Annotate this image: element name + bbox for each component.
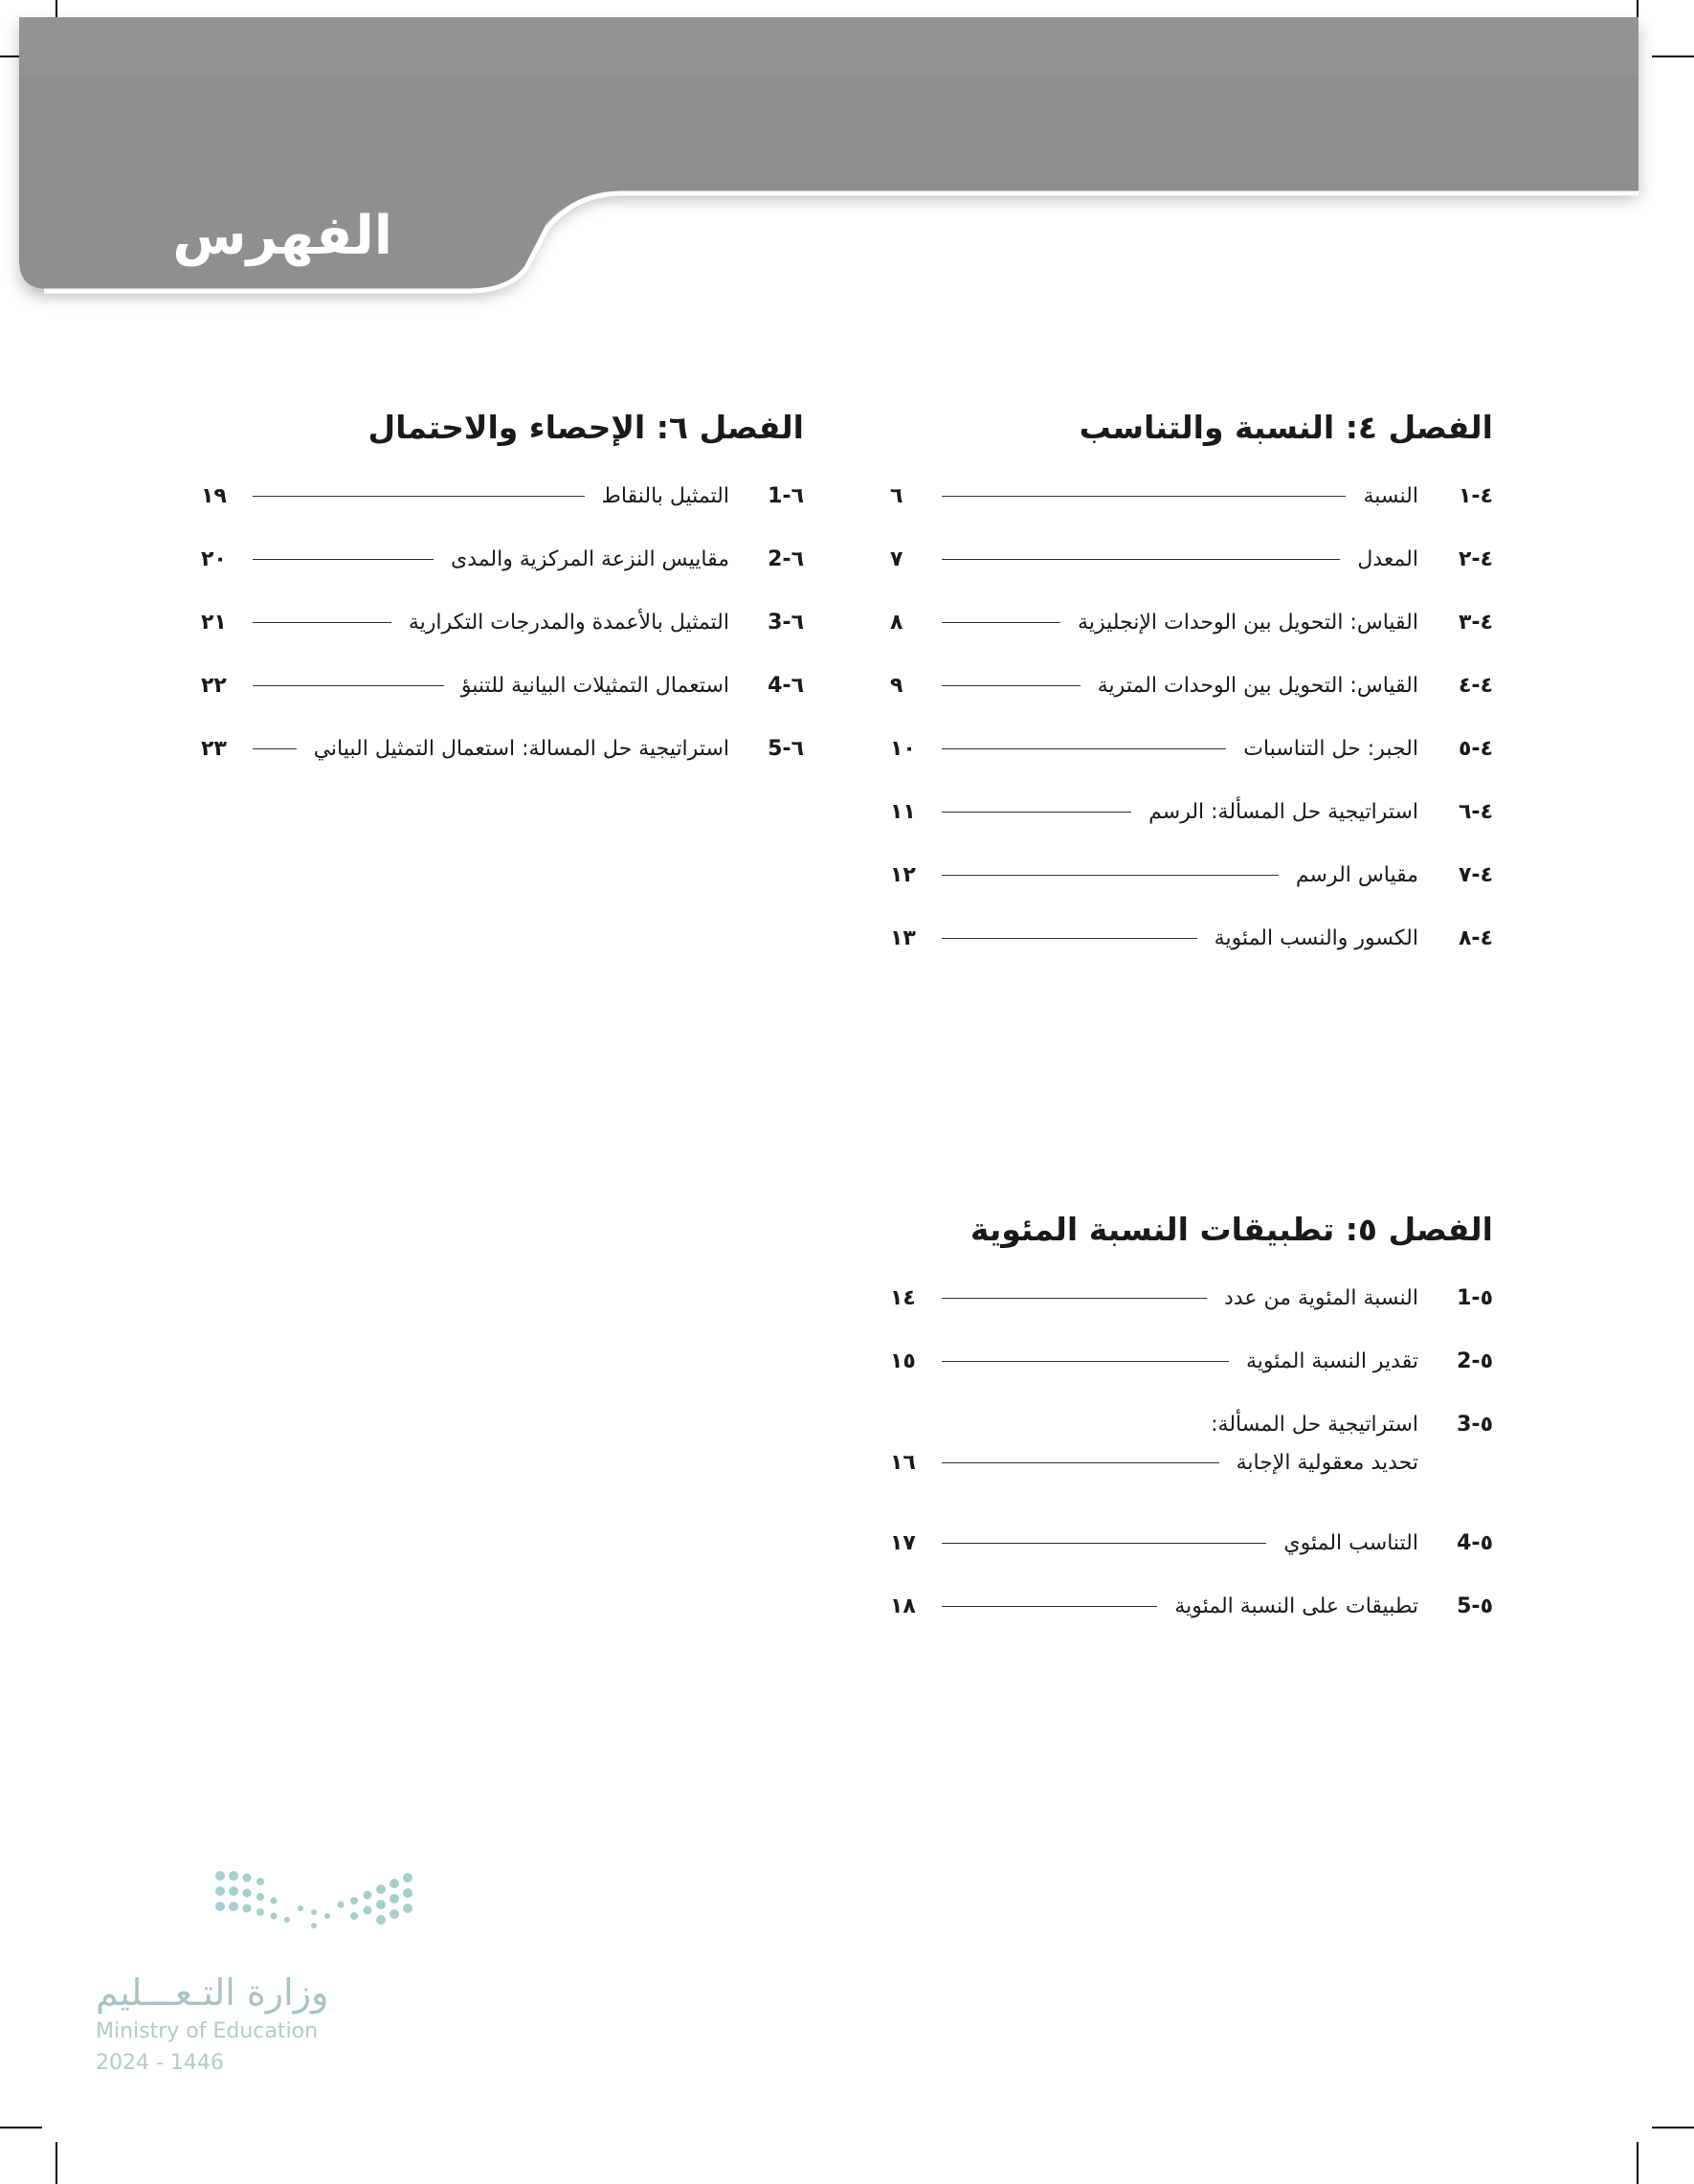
chapter-title: الفصل ٤: النسبة والتناسب: [1079, 409, 1493, 446]
lesson-number: ٥-4: [1457, 1531, 1493, 1555]
lesson-number: ٤-٦: [1458, 800, 1493, 824]
lesson-number: ٥-2: [1457, 1349, 1493, 1373]
page-number: ١٣: [890, 926, 916, 950]
toc-entry[interactable]: [890, 1529, 1493, 1593]
leader-line: [942, 1462, 1219, 1463]
page-number: ٢١: [201, 611, 227, 635]
lesson-title: استعمال التمثيلات البيانية للتنبؤ: [460, 674, 729, 698]
toc-entry[interactable]: [890, 482, 1493, 546]
toc-entry[interactable]: [890, 861, 1493, 925]
toc-entry[interactable]: [201, 482, 804, 546]
lesson-title: القياس: التحويل بين الوحدات الإنجليزية: [1078, 611, 1418, 635]
crop-mark: [56, 2142, 57, 2184]
lesson-title: مقياس الرسم: [1295, 863, 1418, 887]
page-number: ٨: [890, 611, 903, 635]
lesson-title: النسبة المئوية من عدد: [1224, 1286, 1418, 1310]
lesson-title: الجبر: حل التناسبات: [1243, 737, 1418, 761]
leader-line: [942, 496, 1346, 497]
toc-entry[interactable]: [890, 798, 1493, 861]
lesson-subtitle: تحديد معقولية الإجابة: [1236, 1451, 1418, 1475]
leader-line: [942, 1361, 1229, 1362]
header-banner: [0, 0, 1694, 325]
toc-entry[interactable]: [890, 672, 1493, 735]
page-title: الفهرس: [172, 205, 392, 267]
lesson-number: ٤-١: [1458, 484, 1493, 508]
leader-line: [942, 812, 1131, 813]
chapter-4-section: [890, 404, 1493, 988]
leader-line: [942, 748, 1226, 749]
leader-line: [942, 1298, 1207, 1299]
lesson-title: المعدل: [1357, 547, 1418, 571]
crop-mark: [1652, 2127, 1694, 2128]
toc-list: [890, 482, 1493, 988]
page-number: ٧: [890, 547, 903, 571]
lesson-title: استراتيجية حل المسالة: استعمال التمثيل البياني: [313, 737, 729, 761]
lesson-number: ٤-٣: [1458, 611, 1493, 635]
page-number: ١٧: [890, 1531, 916, 1555]
toc-entry[interactable]: [890, 735, 1493, 798]
leader-line: [253, 748, 297, 749]
lesson-number: ٥-1: [1457, 1286, 1493, 1310]
logo-dots-icon: [211, 1866, 440, 1943]
page-number: ١٥: [890, 1349, 916, 1373]
lesson-number: ٥-5: [1457, 1594, 1493, 1618]
page-number: ٢٣: [201, 737, 227, 761]
lesson-number: ٦-5: [768, 737, 804, 761]
toc-entry[interactable]: [201, 546, 804, 609]
leader-line: [942, 622, 1060, 623]
logo-arabic-text: وزارة التـعـــليم: [96, 1972, 329, 2014]
lesson-number: ٤-٤: [1458, 674, 1493, 698]
lesson-number: ٤-٥: [1458, 737, 1493, 761]
page-number: ٢٠: [201, 547, 227, 571]
leader-line: [942, 685, 1081, 686]
page-number: ٩: [890, 674, 903, 698]
leader-line: [253, 622, 391, 623]
lesson-title: استراتيجية حل المسألة: الرسم: [1148, 800, 1418, 824]
toc-entry[interactable]: [201, 735, 804, 798]
logo-english-text: Ministry of Education: [96, 2019, 319, 2043]
page-number: ٦: [890, 484, 903, 508]
lesson-title: القياس: التحويل بين الوحدات المترية: [1097, 674, 1418, 698]
lesson-title: استراتيجية حل المسألة:: [1211, 1413, 1418, 1437]
toc-entry[interactable]: [201, 672, 804, 735]
leader-line: [253, 496, 585, 497]
toc-entry[interactable]: [890, 925, 1493, 988]
lesson-title: النسبة: [1363, 484, 1418, 508]
page-number: ١١: [890, 800, 916, 824]
crop-mark: [1637, 2142, 1638, 2184]
lesson-number: ٤-٧: [1458, 863, 1493, 887]
leader-line: [942, 1543, 1266, 1544]
page-number: ١٦: [890, 1451, 916, 1475]
lesson-number: ٦-2: [768, 547, 804, 571]
toc-entry-line: [890, 1449, 1493, 1487]
page-number: ١٩: [201, 484, 227, 508]
leader-line: [253, 685, 444, 686]
leader-line: [942, 938, 1197, 939]
lesson-title: تطبيقات على النسبة المئوية: [1174, 1594, 1418, 1618]
chapter-title: الفصل ٥: تطبيقات النسبة المئوية: [970, 1211, 1493, 1248]
logo-year-text: 2024 - 1446: [96, 2051, 224, 2075]
toc-entry[interactable]: [890, 546, 1493, 609]
chapter-5-section: [890, 1206, 1493, 1656]
toc-entry[interactable]: [890, 1411, 1493, 1529]
lesson-number: ٦-3: [768, 611, 804, 635]
toc-entry[interactable]: [890, 1348, 1493, 1411]
leader-line: [942, 875, 1279, 876]
lesson-number: ٥-3: [1457, 1413, 1493, 1437]
toc-entry[interactable]: [890, 1284, 1493, 1348]
page-number: ١٨: [890, 1594, 916, 1618]
lesson-number: ٦-4: [768, 674, 804, 698]
page-number: ١٢: [890, 863, 916, 887]
leader-line: [942, 559, 1340, 560]
toc-entry[interactable]: [890, 1593, 1493, 1656]
lesson-title: تقدير النسبة المئوية: [1245, 1349, 1418, 1373]
toc-list: [890, 1284, 1493, 1656]
lesson-title: مقاييس النزعة المركزية والمدى: [450, 547, 729, 571]
toc-entry[interactable]: [201, 609, 804, 672]
lesson-title: التمثيل بالأعمدة والمدرجات التكرارية: [408, 611, 729, 635]
lesson-number: ٦-1: [768, 484, 804, 508]
leader-line: [253, 559, 434, 560]
page-number: ١٤: [890, 1286, 916, 1310]
lesson-number: ٤-٢: [1458, 547, 1493, 571]
page-number: ٢٢: [201, 674, 227, 698]
leader-line: [942, 1606, 1157, 1607]
page-number: ١٠: [890, 737, 916, 761]
toc-entry[interactable]: [890, 609, 1493, 672]
chapter-6-section: [201, 404, 804, 798]
toc-entry-line: [890, 1411, 1493, 1449]
lesson-title: الكسور والنسب المئوية: [1214, 926, 1418, 950]
lesson-title: التمثيل بالنقاط: [601, 484, 729, 508]
banner-shape: [0, 0, 1694, 325]
toc-list: [201, 482, 804, 798]
chapter-title: الفصل ٦: الإحصاء والاحتمال: [368, 409, 804, 446]
lesson-number: ٤-٨: [1458, 926, 1493, 950]
lesson-title: التناسب المئوي: [1283, 1531, 1418, 1555]
crop-mark: [0, 2127, 42, 2128]
